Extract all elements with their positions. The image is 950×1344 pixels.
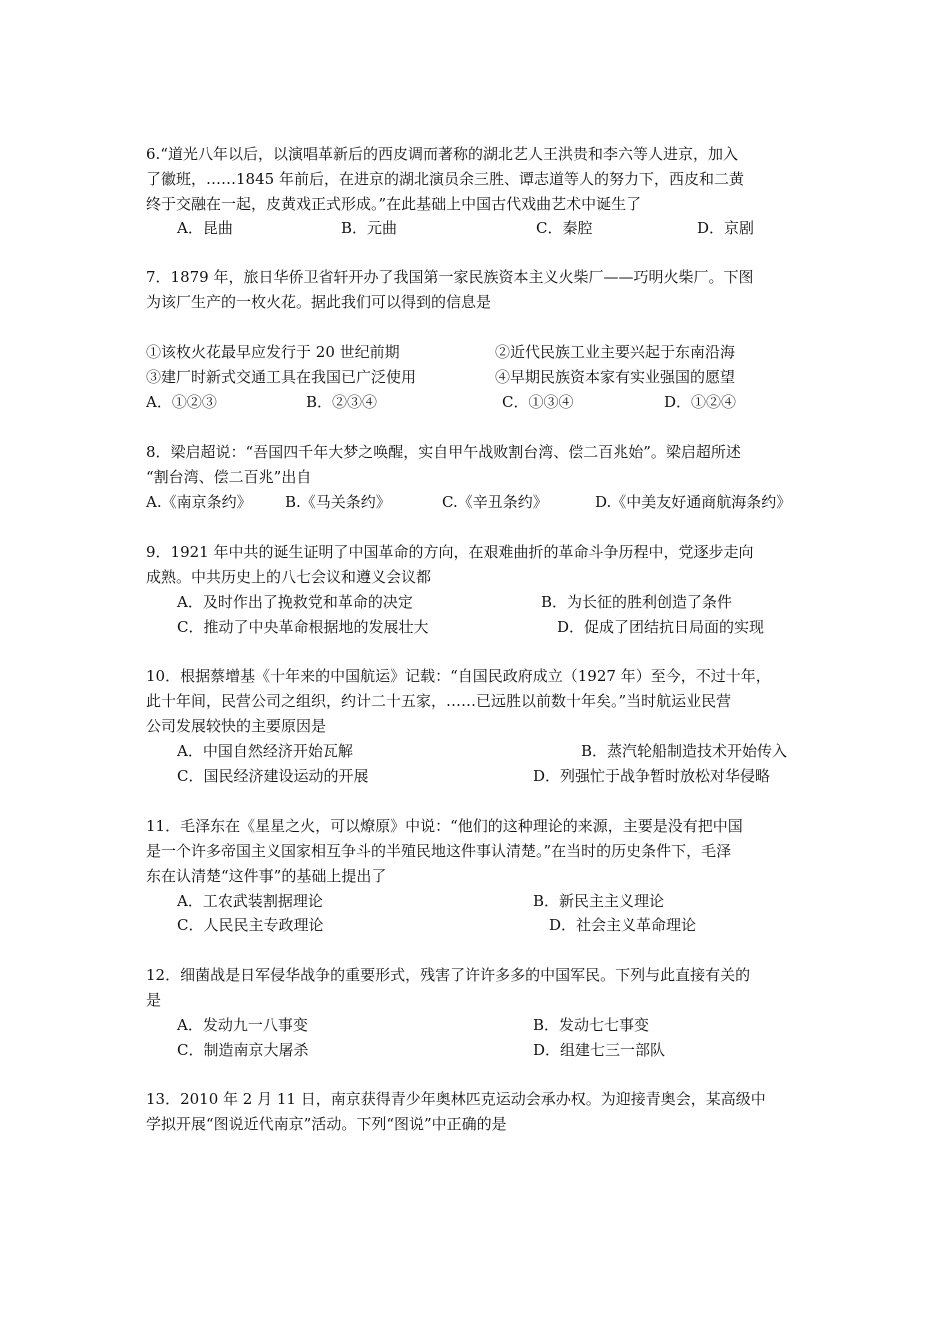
question-8-line-1: 8．梁启超说：“吾国四千年大梦之唤醒，实自甲午战败割台湾、偿二百兆始”。梁启超所述 <box>146 443 741 461</box>
question-12-line-1: 12．细菌战是日军侵华战争的重要形式，残害了许许多多的中国军民。下列与此直接有关的 <box>146 966 751 984</box>
question-10-option-b: B．蒸汽轮船制造技术开始传入 <box>581 742 788 760</box>
question-11-option-a: A．工农武装割据理论 <box>177 892 323 910</box>
question-10-line-3: 公司发展较快的主要原因是 <box>146 717 327 735</box>
question-9-option-c: C．推动了中央革命根据地的发展壮大 <box>177 618 429 636</box>
question-11-option-d: D．社会主义革命理论 <box>549 916 697 934</box>
question-12-option-c: C．制造南京大屠杀 <box>177 1041 309 1059</box>
question-8-line-2: “割台湾、偿二百兆”出自 <box>146 468 312 486</box>
question-11-line-3: 东在认清楚“这件事”的基础上提出了 <box>146 867 387 885</box>
question-9-option-b: B．为长征的胜利创造了条件 <box>541 593 733 611</box>
question-13-line-1: 13．2010 年 2 月 11 日，南京获得青少年奥林匹克运动会承办权。为迎接青奥会，某高级中 <box>146 1090 766 1108</box>
question-9-option-d: D．促成了团结抗日局面的实现 <box>557 618 765 636</box>
question-11-option-b: B．新民主主义理论 <box>533 892 665 910</box>
question-12-option-b: B．发动七七事变 <box>533 1016 650 1034</box>
question-11-line-1: 11．毛泽东在《星星之火，可以燎原》中说：“他们的这种理论的来源，主要是没有把中国 <box>146 817 743 835</box>
question-6-line-2: 了徽班，……1845 年前后，在进京的湖北演员余三胜、谭志道等人的努力下，西皮和二黄 <box>146 170 744 188</box>
question-7-statement-2: ②近代民族工业主要兴起于东南沿海 <box>495 343 736 361</box>
question-6-option-b: B．元曲 <box>341 219 398 237</box>
question-12-option-a: A．发动九一八事变 <box>177 1016 308 1034</box>
question-9-line-1: 9．1921 年中共的诞生证明了中国革命的方向，在艰难曲折的革命斗争历程中，党逐步走向 <box>146 543 754 561</box>
question-6-option-c: C．秦腔 <box>536 219 593 237</box>
question-7-option-d: D．①②④ <box>664 393 737 411</box>
question-7-statement-3: ③建厂时新式交通工具在我国已广泛使用 <box>146 368 417 386</box>
question-8-option-d: D.《中美友好通商航海条约》 <box>595 493 792 511</box>
question-7-statement-4: ④早期民族资本家有实业强国的愿望 <box>495 368 736 386</box>
question-8-option-a: A.《南京条约》 <box>146 493 252 511</box>
question-10-option-d: D．列强忙于战争暂时放松对华侵略 <box>533 767 771 785</box>
question-12-line-2: 是 <box>146 991 162 1009</box>
question-6-line-3: 终于交融在一起，皮黄戏正式形成。”在此基础上中国古代戏曲艺术中诞生了 <box>146 195 642 213</box>
question-8-option-c: C.《辛丑条约》 <box>442 493 548 511</box>
question-10-line-2: 此十年间，民营公司之组织，约计二十五家，……已远胜以前数十年矣。”当时航运业民营 <box>146 692 732 710</box>
question-10-option-c: C．国民经济建设运动的开展 <box>177 767 369 785</box>
question-7-option-c: C．①③④ <box>502 393 574 411</box>
question-7-statement-1: ①该枚火花最早应发行于 20 世纪前期 <box>146 343 400 361</box>
question-10-option-a: A．中国自然经济开始瓦解 <box>177 742 353 760</box>
question-9-line-2: 成熟。中共历史上的八七会议和遵义会议都 <box>146 568 432 586</box>
question-11-option-c: C．人民民主专政理论 <box>177 916 324 934</box>
question-7-option-a: A．①②③ <box>146 393 217 411</box>
question-7-line-1: 7．1879 年，旅日华侨卫省轩开办了我国第一家民族资本主义火柴厂——巧明火柴厂。下图 <box>146 268 754 286</box>
question-10-line-1: 10．根据蔡增基《十年来的中国航运》记载：“自国民政府成立（1927 年）至今，不过十年， <box>146 667 771 685</box>
question-11-line-2: 是一个许多帝国主义国家相互争斗的半殖民地这件事认清楚。”在当时的历史条件下，毛泽 <box>146 842 732 860</box>
question-8-option-b: B.《马关条约》 <box>285 493 391 511</box>
question-6-option-a: A．昆曲 <box>177 219 233 237</box>
question-12-option-d: D．组建七三一部队 <box>533 1041 666 1059</box>
question-7-line-2: 为该厂生产的一枚火花。据此我们可以得到的信息是 <box>146 293 492 311</box>
question-6-line-1: 6.“道光八年以后，以演唱革新后的西皮调而著称的湖北艺人王洪贵和李六等人进京，加入 <box>146 145 738 163</box>
question-13-line-2: 学拟开展“图说近代南京”活动。下列“图说”中正确的是 <box>146 1115 507 1133</box>
question-9-option-a: A．及时作出了挽救党和革命的决定 <box>177 593 413 611</box>
question-6-option-d: D．京剧 <box>697 219 755 237</box>
question-7-option-b: B．②③④ <box>306 393 378 411</box>
